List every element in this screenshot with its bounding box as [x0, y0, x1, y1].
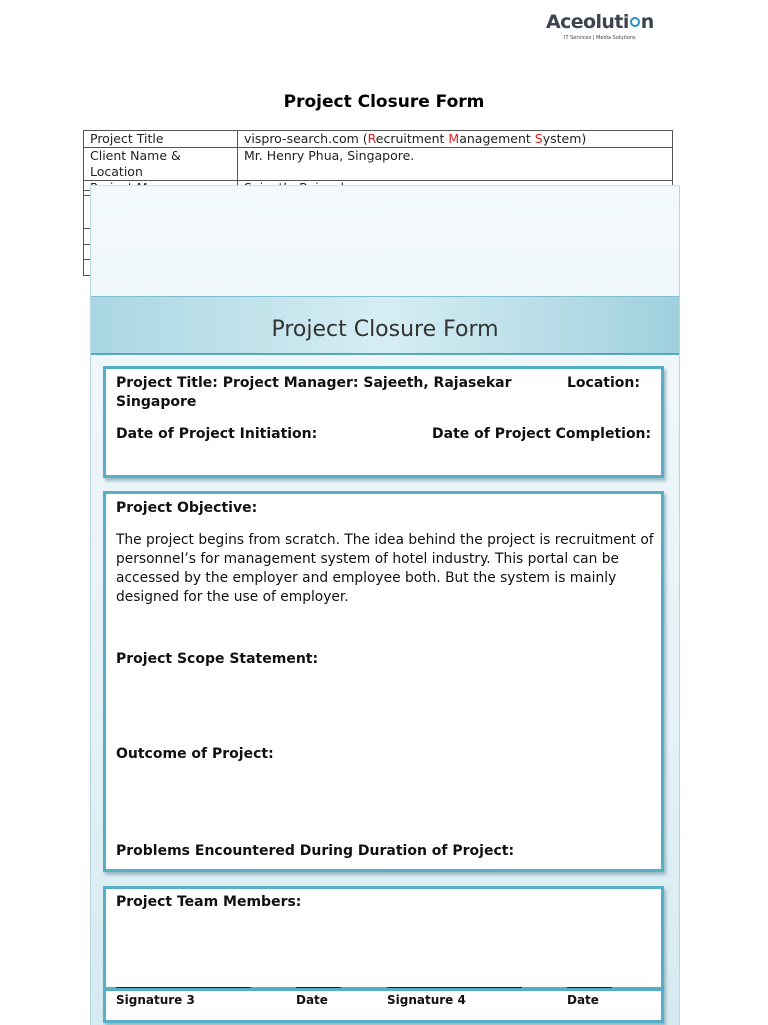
- signature-line: [387, 987, 522, 988]
- date-label: Date: [296, 993, 328, 1007]
- table-cell-value: Mr. Henry Phua, Singapore.: [238, 148, 673, 181]
- logo-o-icon: [630, 17, 640, 27]
- background-info-table: [83, 130, 673, 191]
- date-line: [296, 987, 341, 988]
- form-panel: [90, 185, 680, 1025]
- project-team-box: [103, 886, 664, 990]
- project-info-box: [103, 366, 664, 478]
- logo-tagline: IT Services | Media Solutions: [564, 35, 636, 41]
- project-title-manager-line: Project Title: Project Manager: Sajeeth, Rajasekar: [116, 375, 512, 391]
- signature-4-label: Signature 4: [387, 993, 466, 1007]
- table-cell-value: vispro-search.com (Recruitment Management System): [238, 131, 673, 148]
- logo-word-end: n: [640, 11, 654, 33]
- logo-word-start: Aceoluti: [546, 11, 629, 33]
- background-title: Project Closure Form: [283, 92, 485, 112]
- form-banner-title: Project Closure Form: [91, 296, 679, 355]
- date-line: [567, 987, 612, 988]
- outcome-heading: Outcome of Project:: [116, 746, 274, 762]
- date-label: Date: [567, 993, 599, 1007]
- initiation-date-label: Date of Project Initiation:: [116, 426, 318, 442]
- company-logo: [546, 10, 656, 46]
- table-cell-label: Project Title: [84, 131, 238, 148]
- signature-box: [103, 989, 664, 1023]
- table-row: [84, 148, 673, 181]
- objective-heading: Project Objective:: [116, 500, 258, 516]
- logo-wordmark: [546, 10, 656, 34]
- scope-heading: Project Scope Statement:: [116, 651, 319, 667]
- location-label: Location:: [567, 375, 640, 391]
- table-cell-label: Client Name & Location: [84, 148, 238, 181]
- signature-line: [116, 987, 251, 988]
- table-row: [84, 131, 673, 148]
- location-value: Singapore: [116, 394, 197, 410]
- completion-date-label: Date of Project Completion:: [432, 426, 652, 442]
- project-objective-box: [103, 491, 664, 872]
- problems-heading: Problems Encountered During Duration of Project:: [116, 843, 515, 859]
- team-heading: Project Team Members:: [116, 894, 302, 910]
- signature-3-label: Signature 3: [116, 993, 195, 1007]
- objective-text: The project begins from scratch. The idea behind the project is recruitment of personnel’s for management system of hotel industry. This portal can be accessed by the employer and employee both. But the system is mainly designed for the use of employer.: [116, 532, 654, 605]
